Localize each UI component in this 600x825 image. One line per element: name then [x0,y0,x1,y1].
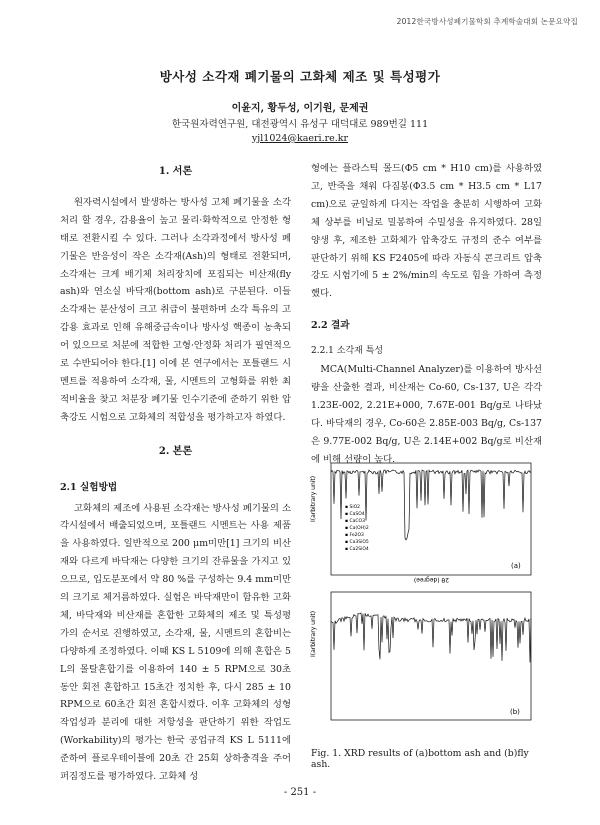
left-column [60,163,291,786]
panel-b-label: (b) [510,708,520,716]
legend-entry: ▪ SiO2 [345,505,360,510]
figure-caption: Fig. 1. XRD results of (a)bottom ash and (b)fly ash. [311,748,529,770]
legend-entry: ▪ CaSO4 [345,512,365,517]
email-link[interactable]: yjl1024@kaeri.re.kr [251,133,349,144]
panel-b-ylabel: I(arbitrary unit) [310,610,317,657]
affiliation: 한국원자력연구원, 대전광역시 유성구 대덕대로 989번길 111 [171,119,429,130]
methods-paragraph: 고화체의 제조에 사용된 소각재는 방사성 폐기물의 소각시설에서 배출되었으며, 포틀랜드 시멘트는 사용 제품을 사용하였다. 일반적으로 200 μm미만[1] 크기의 비산재와 다르게 바닥재는 다양한 크기의 잔류물을 가지고 있으므로, 입도분포에서 약 80 %를 구성하는 9.4 mm미만의 크기로 체거름하였다. 실험은 바닥재만이 함유한 고화체, 바닥재와 비산재를 혼합한 고화체의 제조 및 특성평가의 순서로 진행하였고, 소각재, 물, 시멘트의 혼합비는 다양하게 조정하였다. 이때 KS L 5109에 의해 혼합은 5 L의 몰탈혼합기를 이용하여 140 ± 5 RPM으로 30초 동안 회전 혼합하고 15초간 정치한 후, 다시 285 ± 10 RPM으로 60초간 회전 혼합시켰다. 이후 고화체의 성형작업성과 분리에 대한 저항성을 판단하기 위한 작업도(Workability)의 평가는 한국 공업규격 KS L 5111에 준하여 플로우테이블에 20초 간 25회 상하충격을 주어 퍼짐정도를 평가하였다. 고화체 성 [60,502,291,783]
panel-b [310,592,531,720]
panel-b-frame [331,592,531,720]
page-number: - 251 - [283,787,317,798]
panel-a-label: (a) [511,562,521,570]
intro-heading: 1. 서론 [158,166,193,177]
xrd-figure-svg [311,462,542,724]
panel-a [310,463,531,583]
results-heading: 2.2 결과 [311,320,350,332]
panel-a-legend [345,504,369,552]
legend-entry: ▪ Fe2O3 [345,533,364,538]
paper-title: 방사성 소각재 폐기물의 고화체 제조 및 특성평가 [159,69,441,84]
panel-b-trace [331,613,531,663]
running-header: 2012한국방사성폐기물학회 추계학술대회 논문요약집 [396,17,578,26]
right-column [311,160,542,469]
xrd-figure [311,462,542,724]
intro-paragraph: 원자력시설에서 발생하는 방사성 고체 폐기물을 소각처리 할 경우, 감용율이 높고 물리·화학적으로 안정한 형태로 전환시킬 수 있다. 그러나 소각과정에서 방사성 폐기물은 반응성이 작은 소각재(Ash)의 형태로 전환되며, 소각재는 크게 배기체 처리장치에 포집되는 비산재(fly ash)와 연소실 바닥재(bottom ash)로 구분된다. 이들 소각재는 분산성이 크고 취급이 불편하며 소각 특유의 고감용 효과로 인해 유해중금속이나 방사성 핵종이 농축되어 있으므로 처분에 적합한 고형·안정화 처리가 필연적으로 수반되어야 한다.[1] 이에 본 연구에서는 포틀랜드 시멘트를 적용하여 소각재, 물, 시멘트의 고형화를 위한 최적비율을 찾고 처분장 폐기물 인수기준에 준하기 위한 압축강도 시험으로 고화체의 적합성을 평가하고자 하였다. [60,196,291,423]
panel-a-ylabel: I(arbitrary unit) [310,475,317,522]
results-paragraph: MCA(Multi-Channel Analyzer)를 이용하여 방사선량을 산출한 결과, 비산재는 Co-60, Cs-137, U은 각각 1.23E-002, 2.21E+000, 7.67E-001 Bq/g로 나타났다. 바닥재의 경우, Co-60은 2.85E-003 Bq/g, Cs-137은 9.77E-002 Bq/g, U은 2.14E+002 Bq/g로 비산재에 비해 선량이 높다. [311,364,542,465]
body-heading: 2. 본론 [158,445,193,457]
legend-entry: ▪ Ca3SiO5 [345,540,369,545]
methods-heading: 2.1 실험방법 [60,481,118,493]
legend-entry: ▪ Ca2SiO4 [345,547,369,552]
panel-a-xlabel: 2θ (degree) [413,576,449,583]
methods-paragraph-continued: 형에는 플라스틱 몰드(Φ5 cm * H10 cm)를 사용하였고, 반죽을 채워 다짐봉(Φ3.5 cm * H3.5 cm * L17 cm)으로 균일하게 다지는 작업을 충분히 시행하여 고화체 상부를 비닐로 밀봉하여 수밀성을 유지하였다. 28일 양생 후, 제조한 고화체가 압축강도 규정의 준수 여부를 판단하기 위해 KS F2405에 따라 자동식 콘크리트 압축강도 시험기에 5 ± 2%/min의 속도로 힘을 가하여 측정했다. [311,163,542,300]
legend-entry: ▪ Ca(OH)2 [345,526,369,531]
legend-entry: ▪ CaCO3 [345,519,365,524]
authors: 이윤지, 황두성, 이기원, 문제권 [231,103,369,114]
results-subheading: 2.2.1 소각재 특성 [311,346,384,357]
